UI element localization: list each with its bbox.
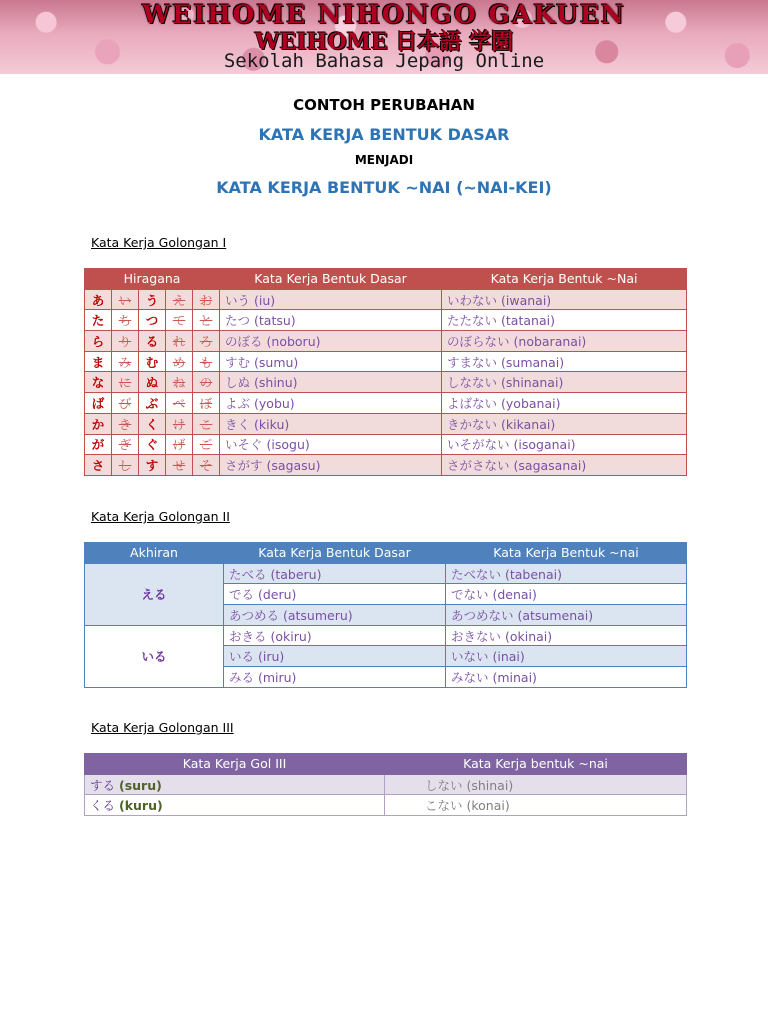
column-header-hiragana: Hiragana [85,269,220,290]
banner-tagline: Sekolah Bahasa Jepang Online [223,50,545,72]
nai-cell: でない (denai) [446,584,687,605]
kana-cell: ぬ [139,372,166,393]
table-row [85,372,687,393]
dasar-cell: あつめる (atsumeru) [224,605,446,626]
verb-cell [85,795,385,816]
nai-cell: すまない (sumanai) [442,351,687,372]
dasar-cell: おきる (okiru) [224,625,446,646]
kana-cell: げ [166,434,193,455]
nai-cell: こない (konai) [385,795,687,816]
kana-cell: り [112,331,139,352]
nai-cell: しなない (shinanai) [442,372,687,393]
kana-cell: つ [139,310,166,331]
verb-romaji: (suru) [119,777,162,793]
nai-cell: みない (minai) [446,667,687,688]
kana-cell: ろ [193,331,220,352]
table-group2 [84,542,687,688]
section-title-group1: Kata Kerja Golongan I [91,235,227,250]
kana-cell: く [139,413,166,434]
kana-cell: う [139,289,166,310]
kana-cell: え [166,289,193,310]
column-header-nai: Kata Kerja Bentuk ~nai [446,543,687,564]
table-row [85,795,687,816]
kana-cell: ま [85,351,112,372]
header-banner [0,0,768,74]
akhiran-cell: える [85,563,224,625]
table-row [85,434,687,455]
table-row [85,331,687,352]
kana-cell: こ [193,413,220,434]
verb-romaji: (kuru) [119,798,163,814]
banner-title: WEIHOME NIHONGO GAKUEN [142,0,626,29]
dasar-cell: いそぐ (isogu) [220,434,442,455]
kana-cell: ぼ [193,393,220,414]
kana-cell: き [112,413,139,434]
kana-cell: す [139,455,166,476]
kana-cell: ね [166,372,193,393]
dasar-cell: みる (miru) [224,667,446,688]
kana-cell: て [166,310,193,331]
table-row [85,774,687,795]
table-group3 [84,753,687,816]
table-group1 [84,268,687,476]
kana-cell: び [112,393,139,414]
dasar-cell: すむ (sumu) [220,351,442,372]
dasar-cell: いう (iu) [220,289,442,310]
kana-cell: ら [85,331,112,352]
verb-cell [85,774,385,795]
table-row [85,455,687,476]
kana-cell: な [85,372,112,393]
kana-cell: か [85,413,112,434]
nai-cell: きかない (kikanai) [442,413,687,434]
kana-cell: あ [85,289,112,310]
kana-cell: め [166,351,193,372]
nai-cell: しない (shinai) [385,774,687,795]
nai-cell: いわない (iwanai) [442,289,687,310]
table-row [85,351,687,372]
section-title-group3: Kata Kerja Golongan III [91,720,234,735]
table-row [85,413,687,434]
heading-bentuk-nai: KATA KERJA BENTUK ~NAI (~NAI-KEI) [216,178,552,197]
table-row [85,289,687,310]
nai-cell: いそがない (isoganai) [442,434,687,455]
kana-cell: の [193,372,220,393]
table-row [85,625,687,646]
kana-cell: ち [112,310,139,331]
dasar-cell: しぬ (shinu) [220,372,442,393]
table-row [85,563,687,584]
nai-cell: いない (inai) [446,646,687,667]
kana-cell: も [193,351,220,372]
column-header-akhiran: Akhiran [85,543,224,564]
column-header-dasar: Kata Kerja Bentuk Dasar [220,269,442,290]
column-header-gol3: Kata Kerja Gol III [85,754,385,775]
kana-cell: ぐ [139,434,166,455]
dasar-cell: でる (deru) [224,584,446,605]
nai-cell: のぼらない (nobaranai) [442,331,687,352]
dasar-cell: きく (kiku) [220,413,442,434]
nai-cell: さがさない (sagasanai) [442,455,687,476]
dasar-cell: いる (iru) [224,646,446,667]
heading-menjadi: MENJADI [354,153,414,167]
verb-kana: くる [90,798,116,814]
kana-cell: ぎ [112,434,139,455]
kana-cell: け [166,413,193,434]
heading-bentuk-dasar: KATA KERJA BENTUK DASAR [258,125,510,144]
kana-cell: さ [85,455,112,476]
kana-cell: み [112,351,139,372]
kana-cell: し [112,455,139,476]
dasar-cell: さがす (sagasu) [220,455,442,476]
kana-cell: れ [166,331,193,352]
verb-kana: する [90,777,116,793]
kana-cell: む [139,351,166,372]
kana-cell: と [193,310,220,331]
table-row [85,310,687,331]
kana-cell: ば [85,393,112,414]
column-header-nai: Kata Kerja bentuk ~nai [385,754,687,775]
nai-cell: たたない (tatanai) [442,310,687,331]
kana-cell: ぶ [139,393,166,414]
table-row [85,393,687,414]
kana-cell: る [139,331,166,352]
kana-cell: べ [166,393,193,414]
kana-cell: ご [193,434,220,455]
kana-cell: が [85,434,112,455]
dasar-cell: たべる (taberu) [224,563,446,584]
nai-cell: たべない (tabenai) [446,563,687,584]
banner-subtitle: WEIHOME 日本語 学園 [254,29,514,55]
kana-cell: い [112,289,139,310]
column-header-dasar: Kata Kerja Bentuk Dasar [224,543,446,564]
heading-contoh: CONTOH PERUBAHAN [293,96,475,114]
kana-cell: た [85,310,112,331]
dasar-cell: のぼる (noboru) [220,331,442,352]
nai-cell: あつめない (atsumenai) [446,605,687,626]
kana-cell: お [193,289,220,310]
column-header-nai: Kata Kerja Bentuk ~Nai [442,269,687,290]
dasar-cell: たつ (tatsu) [220,310,442,331]
akhiran-cell: いる [85,625,224,687]
kana-cell: せ [166,455,193,476]
nai-cell: よばない (yobanai) [442,393,687,414]
kana-cell: に [112,372,139,393]
dasar-cell: よぶ (yobu) [220,393,442,414]
kana-cell: そ [193,455,220,476]
nai-cell: おきない (okinai) [446,625,687,646]
section-title-group2: Kata Kerja Golongan II [91,509,230,524]
